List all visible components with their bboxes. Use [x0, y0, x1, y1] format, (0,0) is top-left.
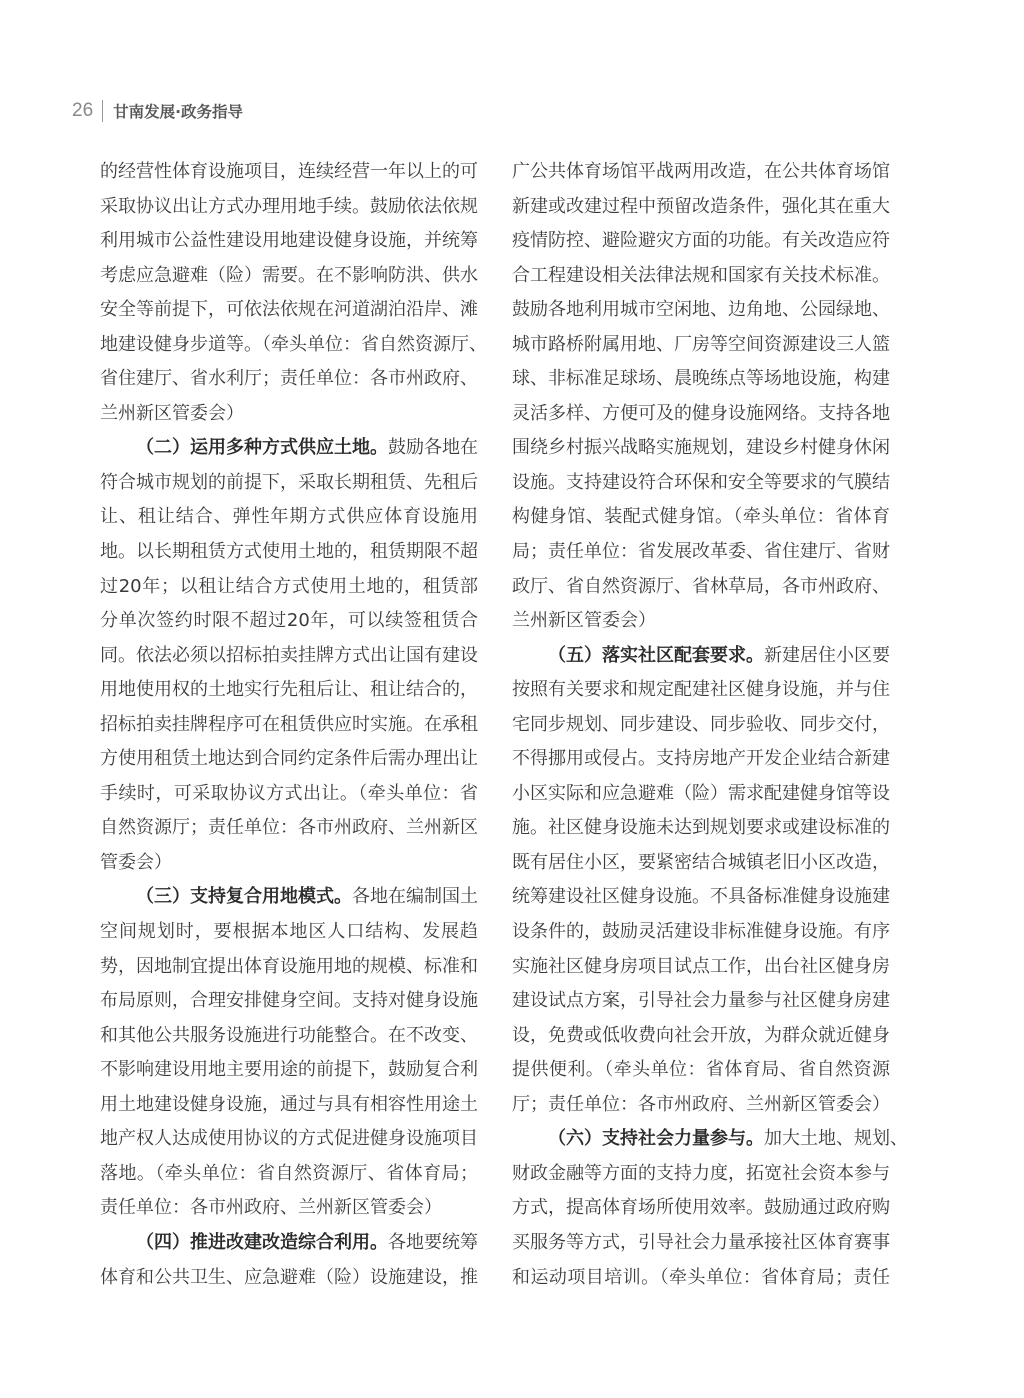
text-line: [512, 1053, 890, 1088]
text-line: [512, 1226, 890, 1261]
text-line: [512, 259, 890, 294]
paragraph: [100, 880, 478, 1225]
text-line: [100, 535, 478, 570]
line-text: 疫情防控、避险避灾方面的功能。有关改造应符: [512, 230, 890, 252]
line-text: 布局原则，合理安排健身空间。支持对健身设施: [100, 990, 478, 1012]
line-text: 城市路桥附属用地、厂房等空间资源建设三人篮: [512, 333, 890, 355]
text-line: [100, 224, 478, 259]
line-text: 用土地建设健身设施，通过与具有相容性用途土: [100, 1093, 478, 1115]
text-line: [512, 915, 890, 950]
text-line: [512, 1191, 890, 1226]
paragraph: [512, 155, 890, 639]
text-line: [100, 777, 478, 812]
section-heading: （六）支持社会力量参与。: [548, 1128, 764, 1150]
line-text: 厅；责任单位：各市州政府、兰州新区管委会）: [512, 1093, 890, 1115]
text-line: [512, 673, 890, 708]
text-line: [512, 984, 890, 1019]
line-text: 地产权人达成使用协议的方式促进健身设施项目: [100, 1128, 478, 1150]
text-line: [512, 293, 890, 328]
line-text: 势，因地制宜提出体育设施用地的规模、标准和: [100, 955, 478, 977]
line-text: 用地使用权的土地实行先租后让、租让结合的，: [100, 679, 478, 701]
line-text: 和其他公共服务设施进行功能整合。在不改变、: [100, 1024, 478, 1046]
paragraph: [100, 1226, 478, 1295]
line-text: 过20年；以租让结合方式使用土地的，租赁部: [100, 575, 478, 597]
running-header: [72, 98, 243, 124]
line-text: 新建居住小区要: [764, 644, 890, 666]
section-heading: （三）支持复合用地模式。: [136, 886, 352, 908]
text-line: [512, 500, 890, 535]
line-text: 自然资源厅；责任单位：各市州政府、兰州新区: [100, 817, 478, 839]
line-text: 小区实际和应急避难（险）需求配建健身馆等设: [512, 782, 890, 804]
right-text-column: [512, 155, 908, 1295]
line-text: 方式，提高体育场所使用效率。鼓励通过政府购: [512, 1197, 890, 1219]
left-text-column: [100, 155, 487, 1295]
line-text: 统筹建设社区健身设施。不具备标准健身设施建: [512, 886, 890, 908]
text-line: [100, 500, 478, 535]
text-line: [100, 915, 478, 950]
line-text: 采取协议出让方式办理用地手续。鼓励依法依规: [100, 195, 478, 217]
line-text: 招标拍卖挂牌程序可在租赁供应时实施。在承租: [100, 713, 478, 735]
text-line: [100, 1088, 478, 1123]
line-text: 地。以长期租赁方式使用土地的，租赁期限不超: [100, 541, 478, 563]
line-text: 构健身馆、装配式健身馆。（牵头单位：省体育: [512, 506, 890, 528]
line-text: 宅同步规划、同步建设、同步验收、同步交付，: [512, 713, 890, 735]
line-text: 既有居住小区，要紧密结合城镇老旧小区改造，: [512, 851, 890, 873]
section-heading: （五）落实社区配套要求。: [548, 644, 764, 666]
line-text: 各地在编制国土: [352, 886, 478, 908]
line-text: 省住建厅、省水利厅；责任单位：各市州政府、: [100, 368, 478, 390]
line-text: 方使用租赁土地达到合同约定条件后需办理出让: [100, 748, 478, 770]
line-text: 落地。（牵头单位：省自然资源厅、省体育局；: [100, 1162, 478, 1184]
header-divider: [102, 100, 103, 122]
paragraph: [512, 1122, 908, 1295]
line-text: 局；责任单位：省发展改革委、省住建厅、省财: [512, 541, 890, 563]
line-text: 分单次签约时限不超过20年，可以续签租赁合: [100, 610, 478, 632]
text-line: [100, 742, 478, 777]
text-line: [100, 604, 478, 639]
publication-title: 甘南发展·政务指导: [113, 103, 244, 121]
line-text: 空间规划时，要根据本地区人口结构、发展趋: [100, 921, 478, 943]
text-line: [512, 570, 890, 605]
line-text: 不得挪用或侵占。支持房地产开发企业结合新建: [512, 748, 890, 770]
line-text: 安全等前提下，可依法依规在河道湖泊沿岸、滩: [100, 299, 478, 321]
text-line: [100, 846, 478, 881]
text-line: [512, 155, 890, 190]
text-line: [100, 1053, 478, 1088]
line-text: 兰州新区管委会）: [512, 610, 656, 632]
line-text: 灵活多样、方便可及的健身设施网络。支持各地: [512, 402, 890, 424]
line-text: 各地要统筹: [388, 1231, 478, 1253]
text-line: [100, 190, 478, 225]
text-line: [512, 362, 890, 397]
text-line: [512, 880, 890, 915]
line-text: 建设试点方案，引导社会力量参与社区健身房建: [512, 990, 890, 1012]
paragraph: [100, 155, 487, 431]
line-text: 新建或改建过程中预留改造条件，强化其在重大: [512, 195, 890, 217]
text-line: [100, 708, 478, 743]
page-number: 26: [72, 100, 94, 121]
line-text: 鼓励各地在: [388, 437, 478, 459]
text-line: [512, 397, 890, 432]
text-line: [100, 1157, 478, 1192]
line-text: 财政金融等方面的支持力度，拓宽社会资本参与: [512, 1162, 890, 1184]
line-text: 的经营性体育设施项目，连续经营一年以上的可: [100, 161, 478, 182]
line-text: 提供便利。（牵头单位：省体育局、省自然资源: [512, 1059, 890, 1081]
line-text: 让、租让结合、弹性年期方式供应体育设施用: [100, 506, 478, 528]
text-line: [512, 1157, 890, 1192]
text-line: [512, 1088, 890, 1123]
paragraph: [100, 431, 478, 880]
text-line: [512, 846, 890, 881]
line-text: 政厅、省自然资源厅、省林草局，各市州政府、: [512, 575, 890, 597]
line-text: 合工程建设相关法律法规和国家有关技术标准。: [512, 264, 890, 286]
text-line: [100, 328, 487, 363]
line-text: 围绕乡村振兴战略实施规划，建设乡村健身休闲: [512, 437, 890, 459]
text-line: [512, 190, 890, 225]
text-line: [512, 328, 890, 363]
line-text: 不影响建设用地主要用途的前提下，鼓励复合利: [100, 1059, 478, 1081]
text-line: [100, 155, 478, 190]
text-line: [100, 673, 478, 708]
line-text: 鼓励各地利用城市空闲地、边角地、公园绿地、: [512, 299, 890, 321]
section-heading: （二）运用多种方式供应土地。: [136, 437, 388, 459]
line-text: 管委会）: [100, 851, 172, 873]
line-text: 加大土地、规划、: [764, 1128, 908, 1150]
line-text: 利用城市公益性建设用地建设健身设施，并统筹: [100, 230, 478, 252]
text-line: [512, 639, 890, 674]
line-text: 地建设健身步道等。（牵头单位：省自然资源厅、: [100, 333, 487, 355]
line-text: 买服务等方式，引导社会力量承接社区体育赛事: [512, 1231, 890, 1253]
text-line: [100, 880, 478, 915]
text-line: [100, 639, 478, 674]
line-text: 责任单位：各市州政府、兰州新区管委会）: [100, 1197, 442, 1219]
line-text: 手续时，可采取协议方式出让。（牵头单位：省: [100, 782, 478, 804]
line-text: 球、非标准足球场、晨晚练点等场地设施，构建: [512, 368, 890, 390]
text-line: [100, 950, 478, 985]
line-text: 同。依法必须以招标拍卖挂牌方式出让国有建设: [100, 644, 478, 666]
text-line: [512, 1261, 890, 1296]
text-line: [100, 431, 478, 466]
line-text: 设条件的，鼓励灵活建设非标准健身设施。有序: [512, 921, 890, 943]
text-line: [512, 1122, 908, 1157]
paragraph: [512, 639, 890, 1123]
text-line: [512, 708, 890, 743]
line-text: 施。社区健身设施未达到规划要求或建设标准的: [512, 817, 890, 839]
text-line: [100, 259, 478, 294]
line-text: 和运动项目培训。（牵头单位：省体育局；责任: [512, 1266, 890, 1288]
text-line: [100, 811, 478, 846]
line-text: 广公共体育场馆平战两用改造，在公共体育场馆: [512, 161, 890, 182]
text-line: [100, 362, 478, 397]
line-text: 符合城市规划的前提下，采取长期租赁、先租后: [100, 471, 478, 493]
text-line: [512, 224, 890, 259]
line-text: 设施。支持建设符合环保和安全等要求的气膜结: [512, 471, 890, 493]
line-text: 实施社区健身房项目试点工作，出台社区健身房: [512, 955, 890, 977]
text-line: [512, 431, 890, 466]
text-line: [100, 293, 478, 328]
text-line: [512, 950, 890, 985]
text-line: [100, 397, 478, 432]
section-heading: （四）推进改建改造综合利用。: [136, 1231, 388, 1253]
text-line: [100, 570, 478, 605]
line-text: 兰州新区管委会）: [100, 402, 244, 424]
text-line: [512, 1019, 890, 1054]
text-line: [512, 811, 890, 846]
line-text: 体育和公共卫生、应急避难（险）设施建设，推: [100, 1266, 478, 1288]
text-line: [100, 466, 478, 501]
line-text: 考虑应急避难（险）需要。在不影响防洪、供水: [100, 264, 478, 286]
text-line: [512, 604, 890, 639]
text-line: [512, 466, 890, 501]
text-line: [100, 1226, 478, 1261]
text-line: [100, 1122, 478, 1157]
text-line: [100, 1019, 478, 1054]
text-line: [512, 777, 890, 812]
text-line: [100, 1191, 478, 1226]
text-line: [100, 1261, 478, 1296]
text-line: [100, 984, 478, 1019]
line-text: 设，免费或低收费向社会开放，为群众就近健身: [512, 1024, 890, 1046]
text-line: [512, 742, 890, 777]
text-line: [512, 535, 890, 570]
line-text: 按照有关要求和规定配建社区健身设施，并与住: [512, 679, 890, 701]
